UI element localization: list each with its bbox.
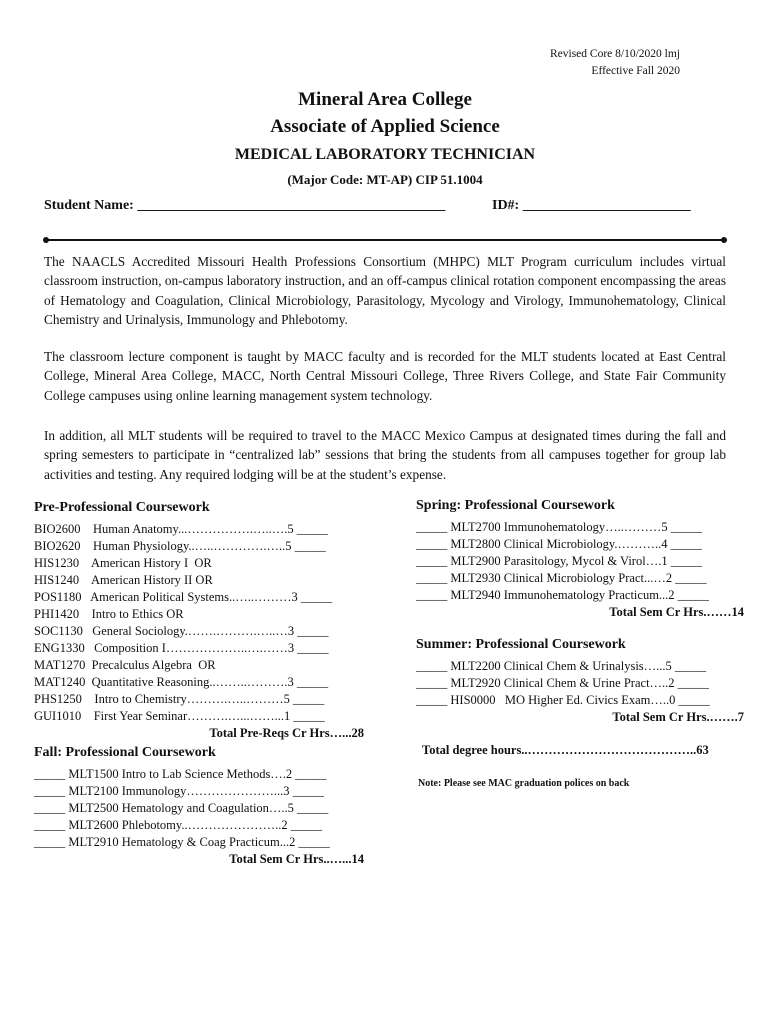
course-row: _____ MLT2800 Clinical Microbiology.………..4 _____	[416, 537, 702, 551]
divider-rule	[46, 239, 724, 241]
course-row: ENG1330 Composition I………………..….……3 _____	[34, 641, 329, 655]
intro-paragraph: The NAACLS Accredited Missouri Health Professions Consortium (MHPC) MLT Program curriculum includes virtual classroom instruction, on-campus laboratory instruction, and an off-campus clinical rotation component encompassing the areas of Hematology and Coagulation, Clinical Microbiology, Parasitology, Mycology and Virology, Immunohematology, Clinical Chemistry and Urinalysis, Immunology and Phlebotomy.	[44, 254, 726, 327]
effective-term: Effective Fall 2020	[591, 65, 680, 77]
course-row: _____ MLT2920 Clinical Chem & Urine Pract…..2 _____	[416, 676, 709, 690]
course-row: _____ MLT2500 Hematology and Coagulation…..5 _____	[34, 801, 329, 815]
summer-section	[416, 636, 744, 726]
course-row: MAT1240 Quantitative Reasoning..……..……….3 _____	[34, 675, 329, 689]
fall-section	[34, 744, 364, 868]
course-row: _____ MLT2100 Immunology…………………...3 _____	[34, 784, 324, 798]
graduation-note: Note: Please see MAC graduation polices on back	[418, 778, 630, 789]
degree-name: Associate of Applied Science	[270, 116, 500, 137]
student-id-field[interactable]: ID#: ________________________	[492, 198, 691, 213]
course-row: _____ MLT2700 Immunohematology…..………5 _____	[416, 520, 702, 534]
section-heading: Fall: Professional Coursework	[34, 745, 216, 760]
course-row: BIO2620 Human Physiology..…..………….…..5 _____	[34, 539, 326, 553]
section-heading: Summer: Professional Coursework	[416, 637, 626, 652]
course-row: POS1180 American Political Systems..…..………3 _____	[34, 590, 333, 604]
section-heading: Spring: Professional Coursework	[416, 498, 615, 513]
rule-end-dot	[721, 237, 727, 243]
section-heading: Pre-Professional Coursework	[34, 500, 210, 515]
revision-info	[550, 46, 680, 80]
course-row: PHS1250 Intro to Chemistry……….…..………5 _____	[34, 692, 325, 706]
section-total: Total Pre-Reqs Cr Hrs…...28	[209, 726, 364, 740]
section-total: Total Sem Cr Hrs..…...14	[229, 852, 364, 866]
course-row: _____ MLT2930 Clinical Microbiology Pract...…2 _____	[416, 571, 707, 585]
course-row: HIS1240 American History II OR	[34, 573, 213, 587]
section-total: Total Sem Cr Hrs.…….7	[612, 710, 744, 724]
course-row: _____ HIS0000 MO Higher Ed. Civics Exam…..0 _____	[416, 693, 710, 707]
program-name: MEDICAL LABORATORY TECHNICIAN	[234, 146, 536, 163]
course-row: GUI1010 First Year Seminar……….…...……...1 _____	[34, 709, 325, 723]
revised-date: Revised Core 8/10/2020 lmj	[549, 48, 680, 60]
course-row: _____ MLT2910 Hematology & Coag Practicum...2 _____	[34, 835, 330, 849]
pre-professional-section	[34, 499, 364, 742]
lecture-paragraph: The classroom lecture component is taught by MACC faculty and is recorded for the MLT students located at East Central College, Mineral Area College, MACC, North Central Missouri College, Three Rivers College, and State Fair Community College campuses using online learning management system technology.	[44, 349, 726, 403]
course-row: _____ MLT2200 Clinical Chem & Urinalysis…...5 _____	[416, 659, 707, 673]
course-row: PHI1420 Intro to Ethics OR	[34, 607, 184, 621]
student-name-field[interactable]: Student Name: ____________________________________________	[44, 198, 446, 213]
travel-paragraph: In addition, all MLT students will be required to travel to the MACC Mexico Campus at designated times during the fall and spring semesters to participate in “centralized lab” sessions that bring the students from all campuses together for group lab activities and testing. Any required lodging will be at the student’s expense.	[44, 428, 726, 482]
course-row: HIS1230 American History I OR	[34, 556, 212, 570]
title-block	[0, 86, 770, 190]
student-info-row	[44, 198, 704, 214]
section-total: Total Sem Cr Hrs.……14	[609, 605, 744, 619]
major-code: (Major Code: MT-AP) CIP 51.1004	[287, 172, 483, 187]
course-row: SOC1130 General Sociology.…….……….…..…3 _____	[34, 624, 329, 638]
rule-end-dot	[43, 237, 49, 243]
course-row: _____ MLT2900 Parasitology, Mycol & Virol….1 _____	[416, 554, 702, 568]
degree-total: Total degree hours..…………………………………..63	[422, 743, 709, 757]
course-row: _____ MLT2940 Immunohematology Practicum...2 _____	[416, 588, 709, 602]
course-row: BIO2600 Human Anatomy...…………….…..….5 _____	[34, 522, 328, 536]
course-row: _____ MLT1500 Intro to Lab Science Methods….2 _____	[34, 767, 327, 781]
course-row: MAT1270 Precalculus Algebra OR	[34, 658, 216, 672]
college-name: Mineral Area College	[298, 89, 472, 110]
spring-section	[416, 497, 744, 621]
course-row: _____ MLT2600 Phlebotomy..…………………..2 _____	[34, 818, 322, 832]
